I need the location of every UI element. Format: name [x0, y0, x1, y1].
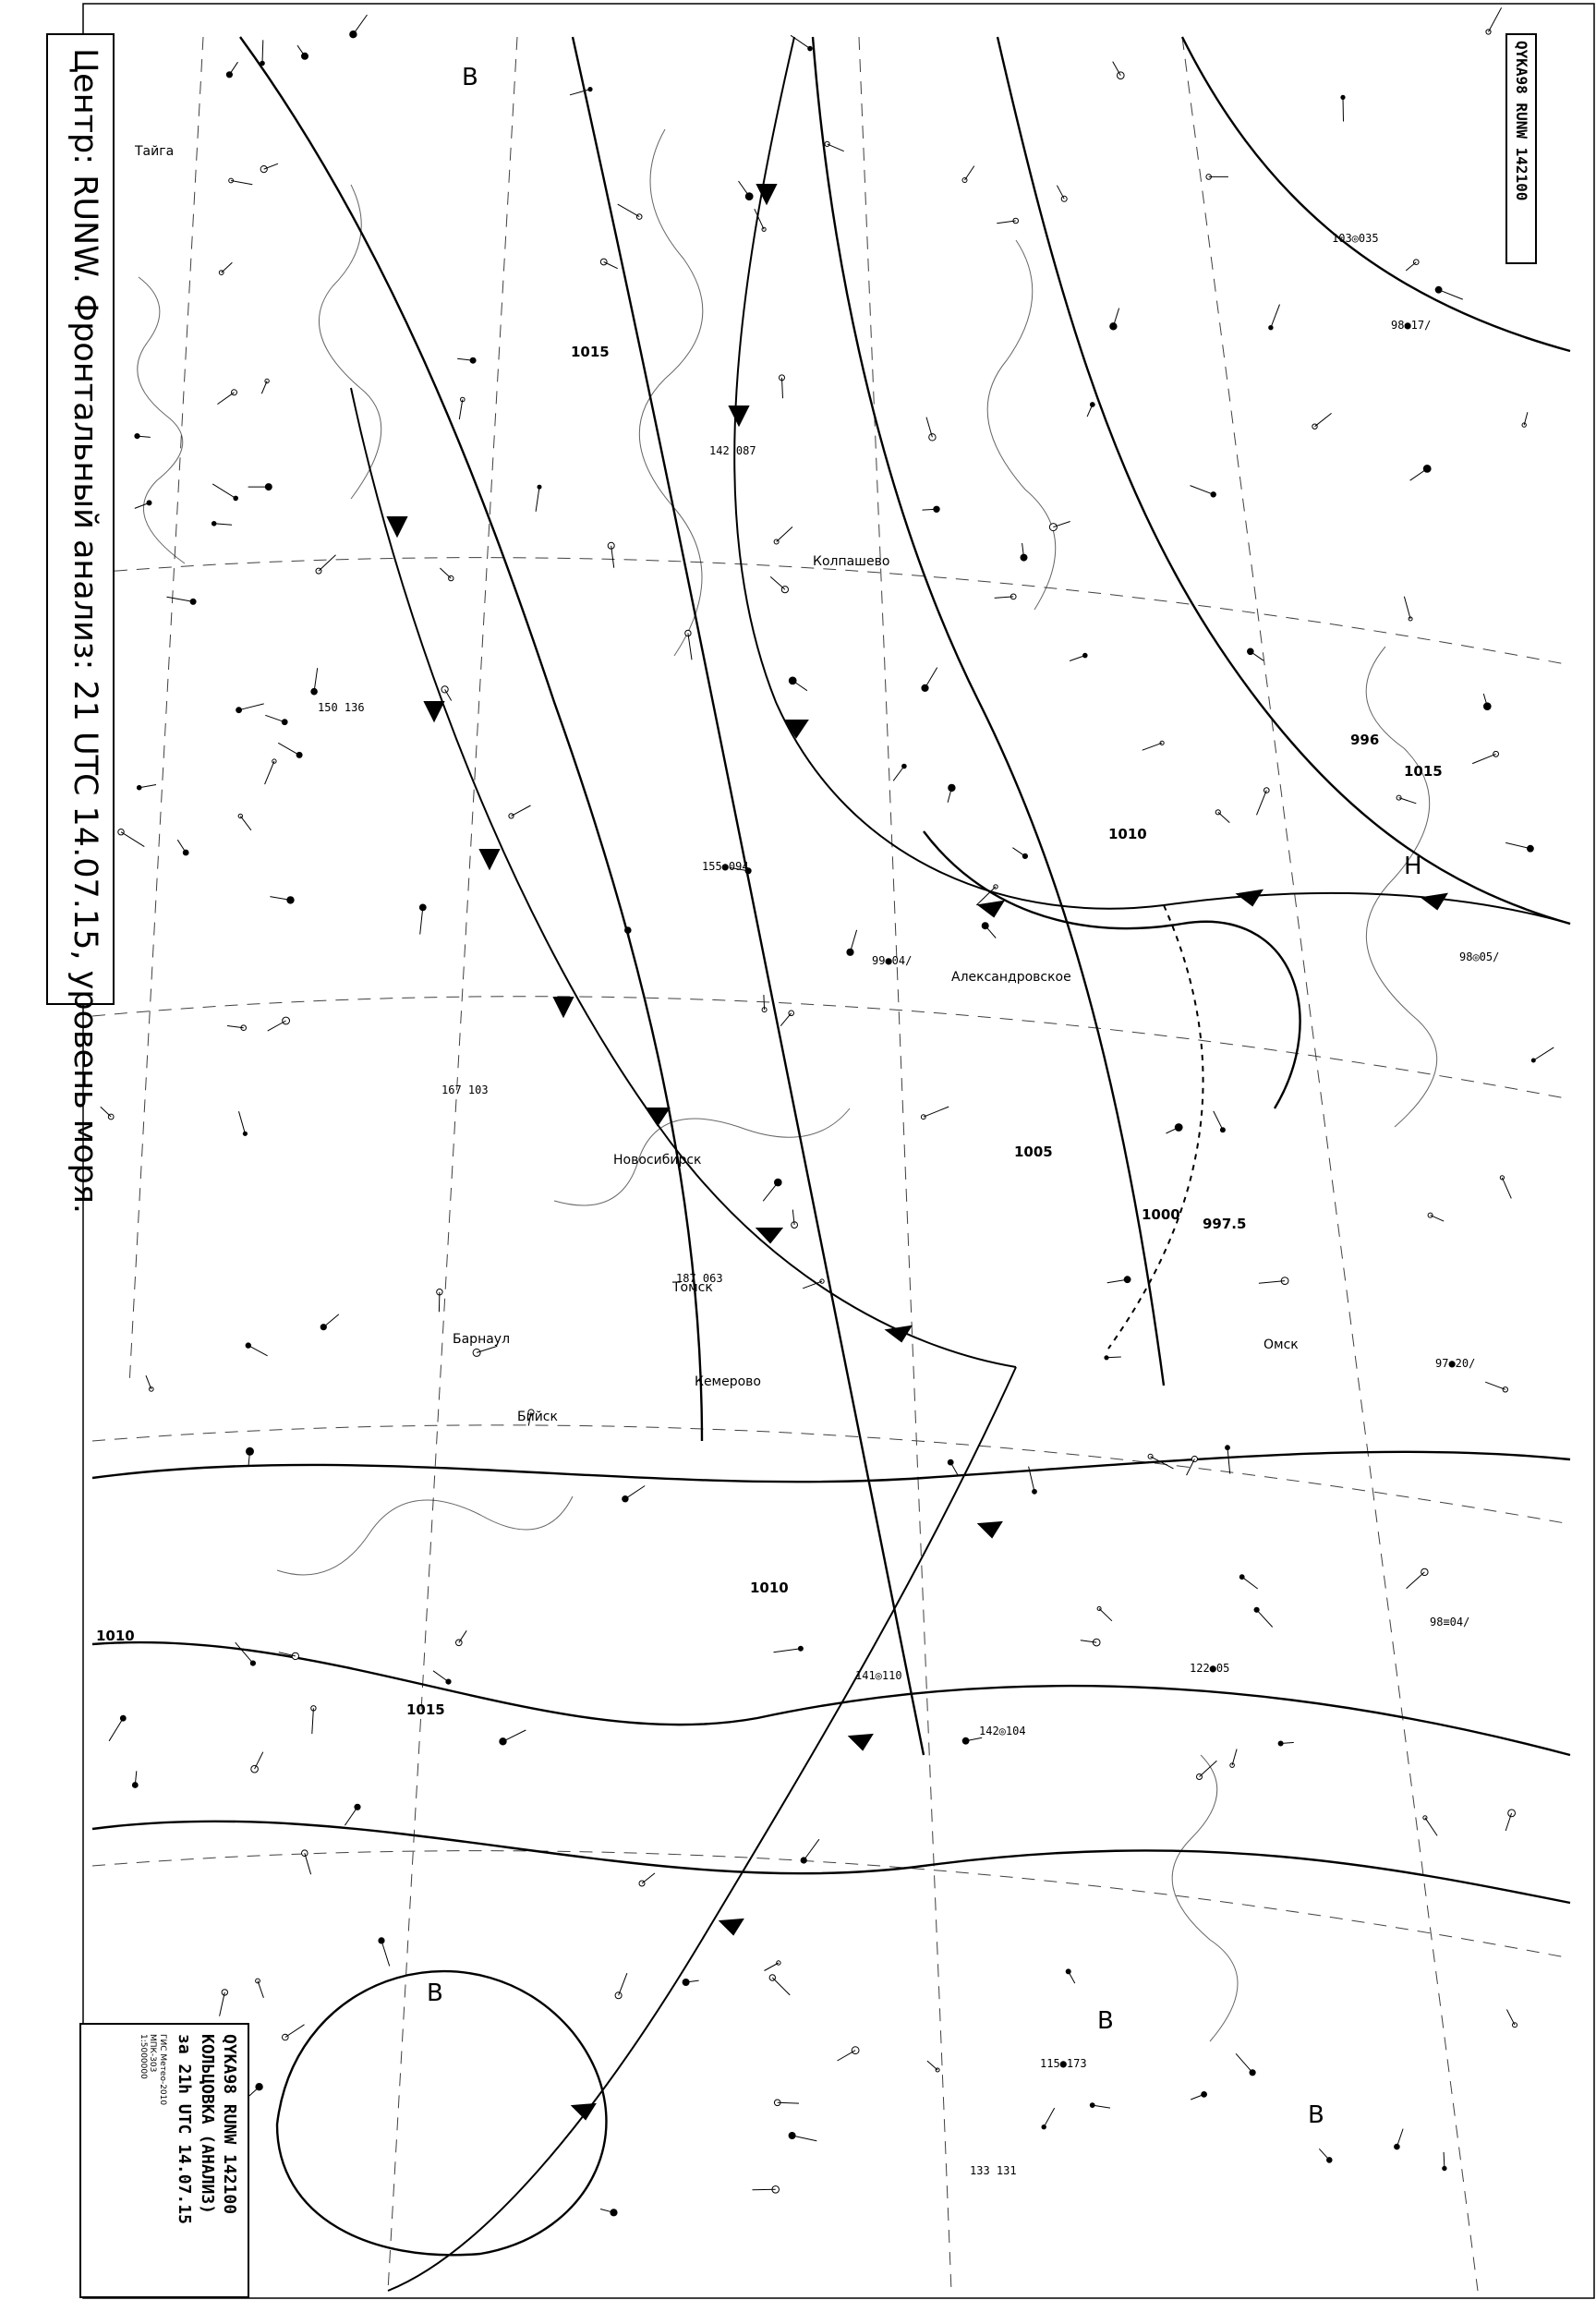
- station-label: 142◎104: [979, 1725, 1026, 1737]
- station-dot: [350, 31, 357, 38]
- station-dot: [949, 784, 955, 791]
- credit-line-3: 1:5000000: [138, 2034, 148, 2079]
- station-label: 103◎035: [1332, 232, 1379, 245]
- high-center: В: [427, 1979, 443, 2007]
- station-dot: [120, 1715, 126, 1721]
- station-label: 155●094: [702, 860, 749, 873]
- isobar-label: 1015: [1404, 763, 1443, 780]
- station-dot: [292, 1652, 298, 1659]
- place-name: Барнаул: [453, 1332, 511, 1347]
- station-label: 133 131: [970, 2164, 1017, 2177]
- credit-line-1: ГИС Метео-2010: [158, 2034, 168, 2106]
- station-label: 167 103: [441, 1083, 489, 1096]
- bulletin-code: QYKA98 RUNW 142100: [1513, 41, 1530, 201]
- place-name: Омск: [1264, 1338, 1299, 1352]
- station-label: 98◎05/: [1459, 950, 1500, 963]
- station-dot: [600, 259, 607, 265]
- wind-barb: [764, 995, 765, 1010]
- station-dot: [1395, 2144, 1400, 2149]
- station-dot: [789, 677, 796, 684]
- station-dot: [1493, 751, 1499, 757]
- station-dot: [921, 1115, 925, 1120]
- isobar-label: 997.5: [1203, 1216, 1247, 1232]
- legend-title: КОЛЬЦОВКА (АНАЛИЗ): [197, 2034, 217, 2215]
- isobar-label: 1010: [750, 1580, 789, 1596]
- place-name: Бийск: [517, 1410, 558, 1424]
- top-corner-code: [1505, 33, 1537, 264]
- place-name: Новосибирск: [613, 1153, 702, 1168]
- place-name: Томск: [672, 1280, 713, 1295]
- legend-code: QYKA98 RUNW 142100: [220, 2034, 239, 2215]
- legend-block: [79, 2023, 249, 2298]
- isobar-label: 1015: [406, 1701, 445, 1718]
- station-label: 115●173: [1040, 2057, 1087, 2070]
- place-name: Кемерово: [695, 1374, 761, 1389]
- isobar-label: 1015: [571, 344, 610, 360]
- wind-barb: [1343, 97, 1344, 121]
- station-label: 98≡04/: [1430, 1616, 1470, 1628]
- place-name: Александровское: [951, 970, 1071, 985]
- title-text: Центр: RUNW. Фронтальный анализ: 21 UTC 14.07.15, уровень моря.: [66, 48, 103, 1214]
- isobar-label: 1005: [1014, 1144, 1053, 1160]
- high-center: В: [1097, 2007, 1114, 2035]
- isobar-label: 996: [1350, 732, 1380, 748]
- station-label: 122●05: [1190, 1662, 1230, 1675]
- legend-time: за 21h UTC 14.07.15: [175, 2034, 195, 2224]
- title-banner: [46, 33, 115, 1214]
- high-center: В: [1308, 2101, 1324, 2129]
- station-label: 142 087: [709, 444, 756, 457]
- station-label: 187 063: [676, 1272, 723, 1285]
- station-dot: [302, 53, 308, 59]
- wind-barb: [439, 1292, 440, 1313]
- station-label: 98●17/: [1391, 319, 1432, 332]
- place-name: Колпашево: [813, 554, 890, 569]
- station-label: 97●20/: [1435, 1357, 1476, 1370]
- station-dot: [183, 850, 188, 855]
- high-center: В: [462, 64, 478, 91]
- low-center: Н: [1404, 853, 1422, 880]
- isobar-label: 1010: [1108, 826, 1147, 842]
- credit-line-2: МПК-303: [148, 2034, 158, 2073]
- station-label: 150 136: [318, 701, 365, 714]
- place-name: Тайга: [135, 144, 175, 159]
- isobar-label: 1000: [1142, 1206, 1180, 1223]
- station-label: 99●04/: [872, 954, 913, 967]
- station-label: 141◎110: [855, 1669, 902, 1682]
- isobar-label: 1010: [96, 1628, 135, 1644]
